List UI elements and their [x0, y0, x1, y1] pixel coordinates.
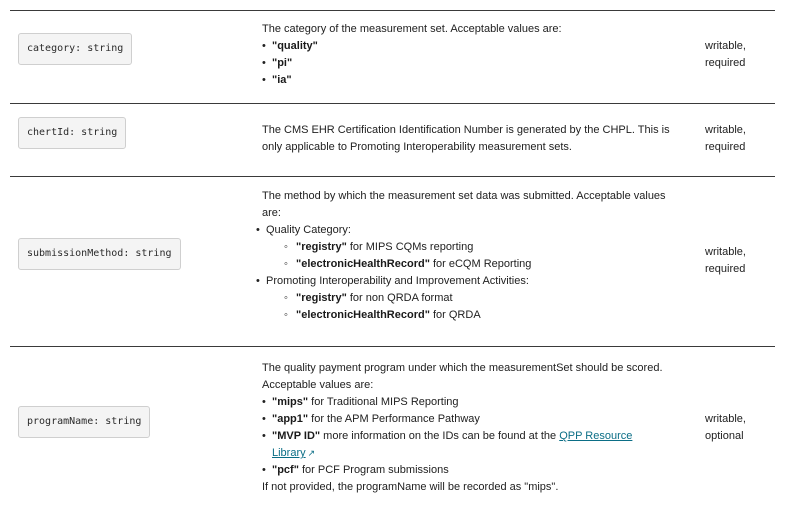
field-code-chertid: chertId: string [18, 117, 126, 149]
table-row [10, 10, 775, 103]
list-item: • "MVP ID" more information on the IDs can be found at the QPP Resource Library ↗ [262, 428, 672, 462]
description-text: The method by which the measurement set data was submitted. Acceptable values are: [262, 190, 666, 219]
description-text: The CMS EHR Certification Identification Number is generated by the CHPL. This is only applicable to Promoting Interoperability measurement sets. [262, 124, 670, 153]
field-description [262, 188, 682, 324]
description-text: The quality payment program under which the measurementSet should be scored. Acceptable values are: [262, 362, 663, 391]
value-list [256, 239, 682, 273]
flag-writable: writable, [705, 413, 746, 425]
list-item: • Promoting Interoperability and Improvement Activities: ◦ "registry" for non QRDA format ◦ "electronicHealthRecord" for QRDA [256, 273, 682, 324]
field-code-submissionmethod: submissionMethod: string [18, 238, 181, 270]
flag-required: required [705, 263, 746, 275]
qpp-resource-library-link[interactable]: QPP Resource Library [272, 430, 633, 459]
list-item: • "pi" [262, 55, 692, 72]
field-flags [705, 411, 775, 445]
value-list [256, 290, 682, 324]
list-item: ◦ "registry" for MIPS CQMs reporting [256, 239, 682, 256]
field-code-programname: programName: string [18, 406, 150, 438]
value-list [262, 38, 692, 89]
description-footer: If not provided, the programName will be recorded as "mips". [262, 481, 559, 493]
field-code-category: category: string [18, 33, 132, 65]
field-flags [705, 244, 775, 278]
table-row [10, 346, 775, 507]
description-text: The category of the measurement set. Acceptable values are: [262, 23, 562, 35]
flag-required: required [705, 141, 746, 153]
flag-optional: optional [705, 430, 744, 442]
table-row [10, 103, 775, 176]
list-item: • "app1" for the APM Performance Pathway [262, 411, 672, 428]
flag-required: required [705, 57, 746, 69]
list-item: • "ia" [262, 72, 692, 89]
flag-writable: writable, [705, 124, 746, 136]
field-description [262, 360, 672, 496]
table-row [10, 176, 775, 346]
flag-writable: writable, [705, 246, 746, 258]
field-flags [705, 122, 775, 156]
list-item: • "mips" for Traditional MIPS Reporting [262, 394, 672, 411]
list-item: • Quality Category: ◦ "registry" for MIPS CQMs reporting ◦ "electronicHealthRecord" for eCQM Reporting [256, 222, 682, 273]
value-list [262, 394, 672, 479]
list-item: ◦ "registry" for non QRDA format [256, 290, 682, 307]
field-description [262, 21, 692, 89]
list-item: • "quality" [262, 38, 692, 55]
field-description [262, 122, 692, 156]
list-item: • "pcf" for PCF Program submissions [262, 462, 672, 479]
field-flags [705, 38, 775, 72]
external-link-icon: ↗ [307, 448, 316, 458]
list-item: ◦ "electronicHealthRecord" for eCQM Reporting [256, 256, 682, 273]
list-item: ◦ "electronicHealthRecord" for QRDA [256, 307, 682, 324]
value-group-list [256, 222, 682, 324]
flag-writable: writable, [705, 40, 746, 52]
